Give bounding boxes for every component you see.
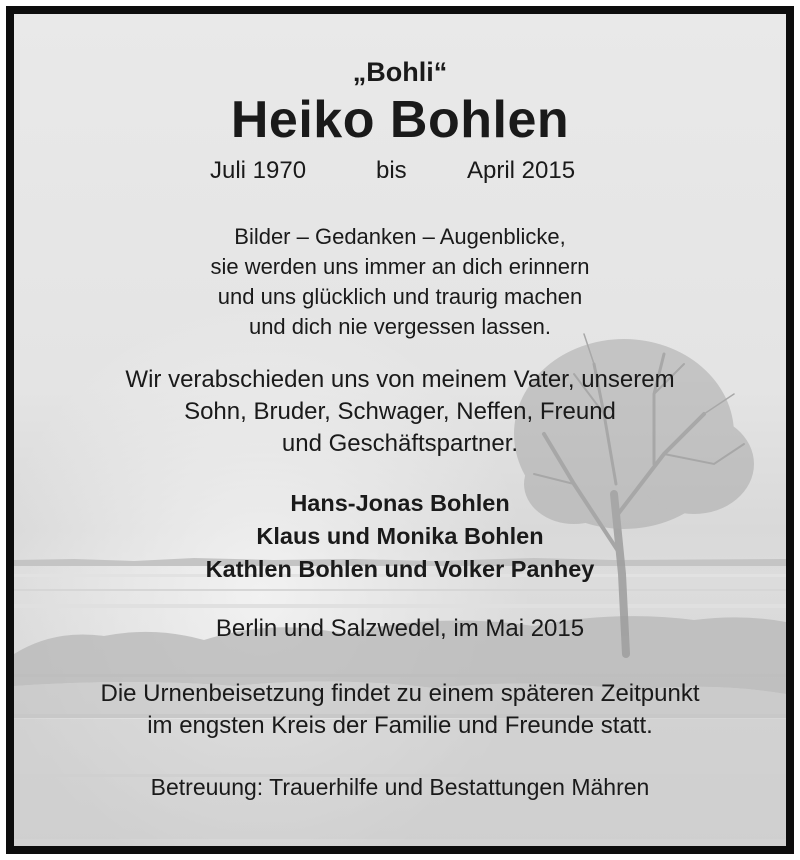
poem-line: und dich nie vergessen lassen. [248, 314, 552, 339]
mourner-name: Klaus und Monika Bohlen [256, 523, 544, 549]
mourners-list [0, 487, 800, 586]
deceased-name: Heiko Bohlen [230, 91, 570, 149]
poem-line: sie werden uns immer an dich erinnern [210, 254, 590, 279]
farewell-line: Wir verabschieden uns von meinem Vater, unserem [125, 366, 675, 393]
farewell-line: und Geschäftspartner. [281, 430, 519, 457]
urn-notice [0, 678, 800, 742]
funeral-service: Betreuung: Trauerhilfe und Bestattungen Mähren [150, 774, 650, 800]
farewell-line: Sohn, Bruder, Schwager, Neffen, Freund [184, 398, 616, 425]
nickname: „Bohli“ [352, 57, 448, 87]
birth-date: Juli 1970 [210, 157, 307, 184]
poem [0, 222, 800, 342]
mourner-name: Kathlen Bohlen und Volker Panhey [205, 556, 595, 582]
poem-line: Bilder – Gedanken – Augenblicke, [234, 224, 566, 249]
mourner-name: Hans-Jonas Bohlen [290, 490, 510, 516]
death-date: April 2015 [467, 157, 576, 184]
date-separator: bis [376, 157, 407, 184]
life-dates [0, 157, 800, 187]
urn-notice-line: im engsten Kreis der Familie und Freunde statt. [147, 712, 653, 739]
place-and-date: Berlin und Salzwedel, im Mai 2015 [215, 615, 585, 642]
poem-line: und uns glücklich und traurig machen [217, 284, 583, 309]
urn-notice-line: Die Urnenbeisetzung findet zu einem späteren Zeitpunkt [100, 680, 700, 707]
farewell-message [0, 364, 800, 460]
